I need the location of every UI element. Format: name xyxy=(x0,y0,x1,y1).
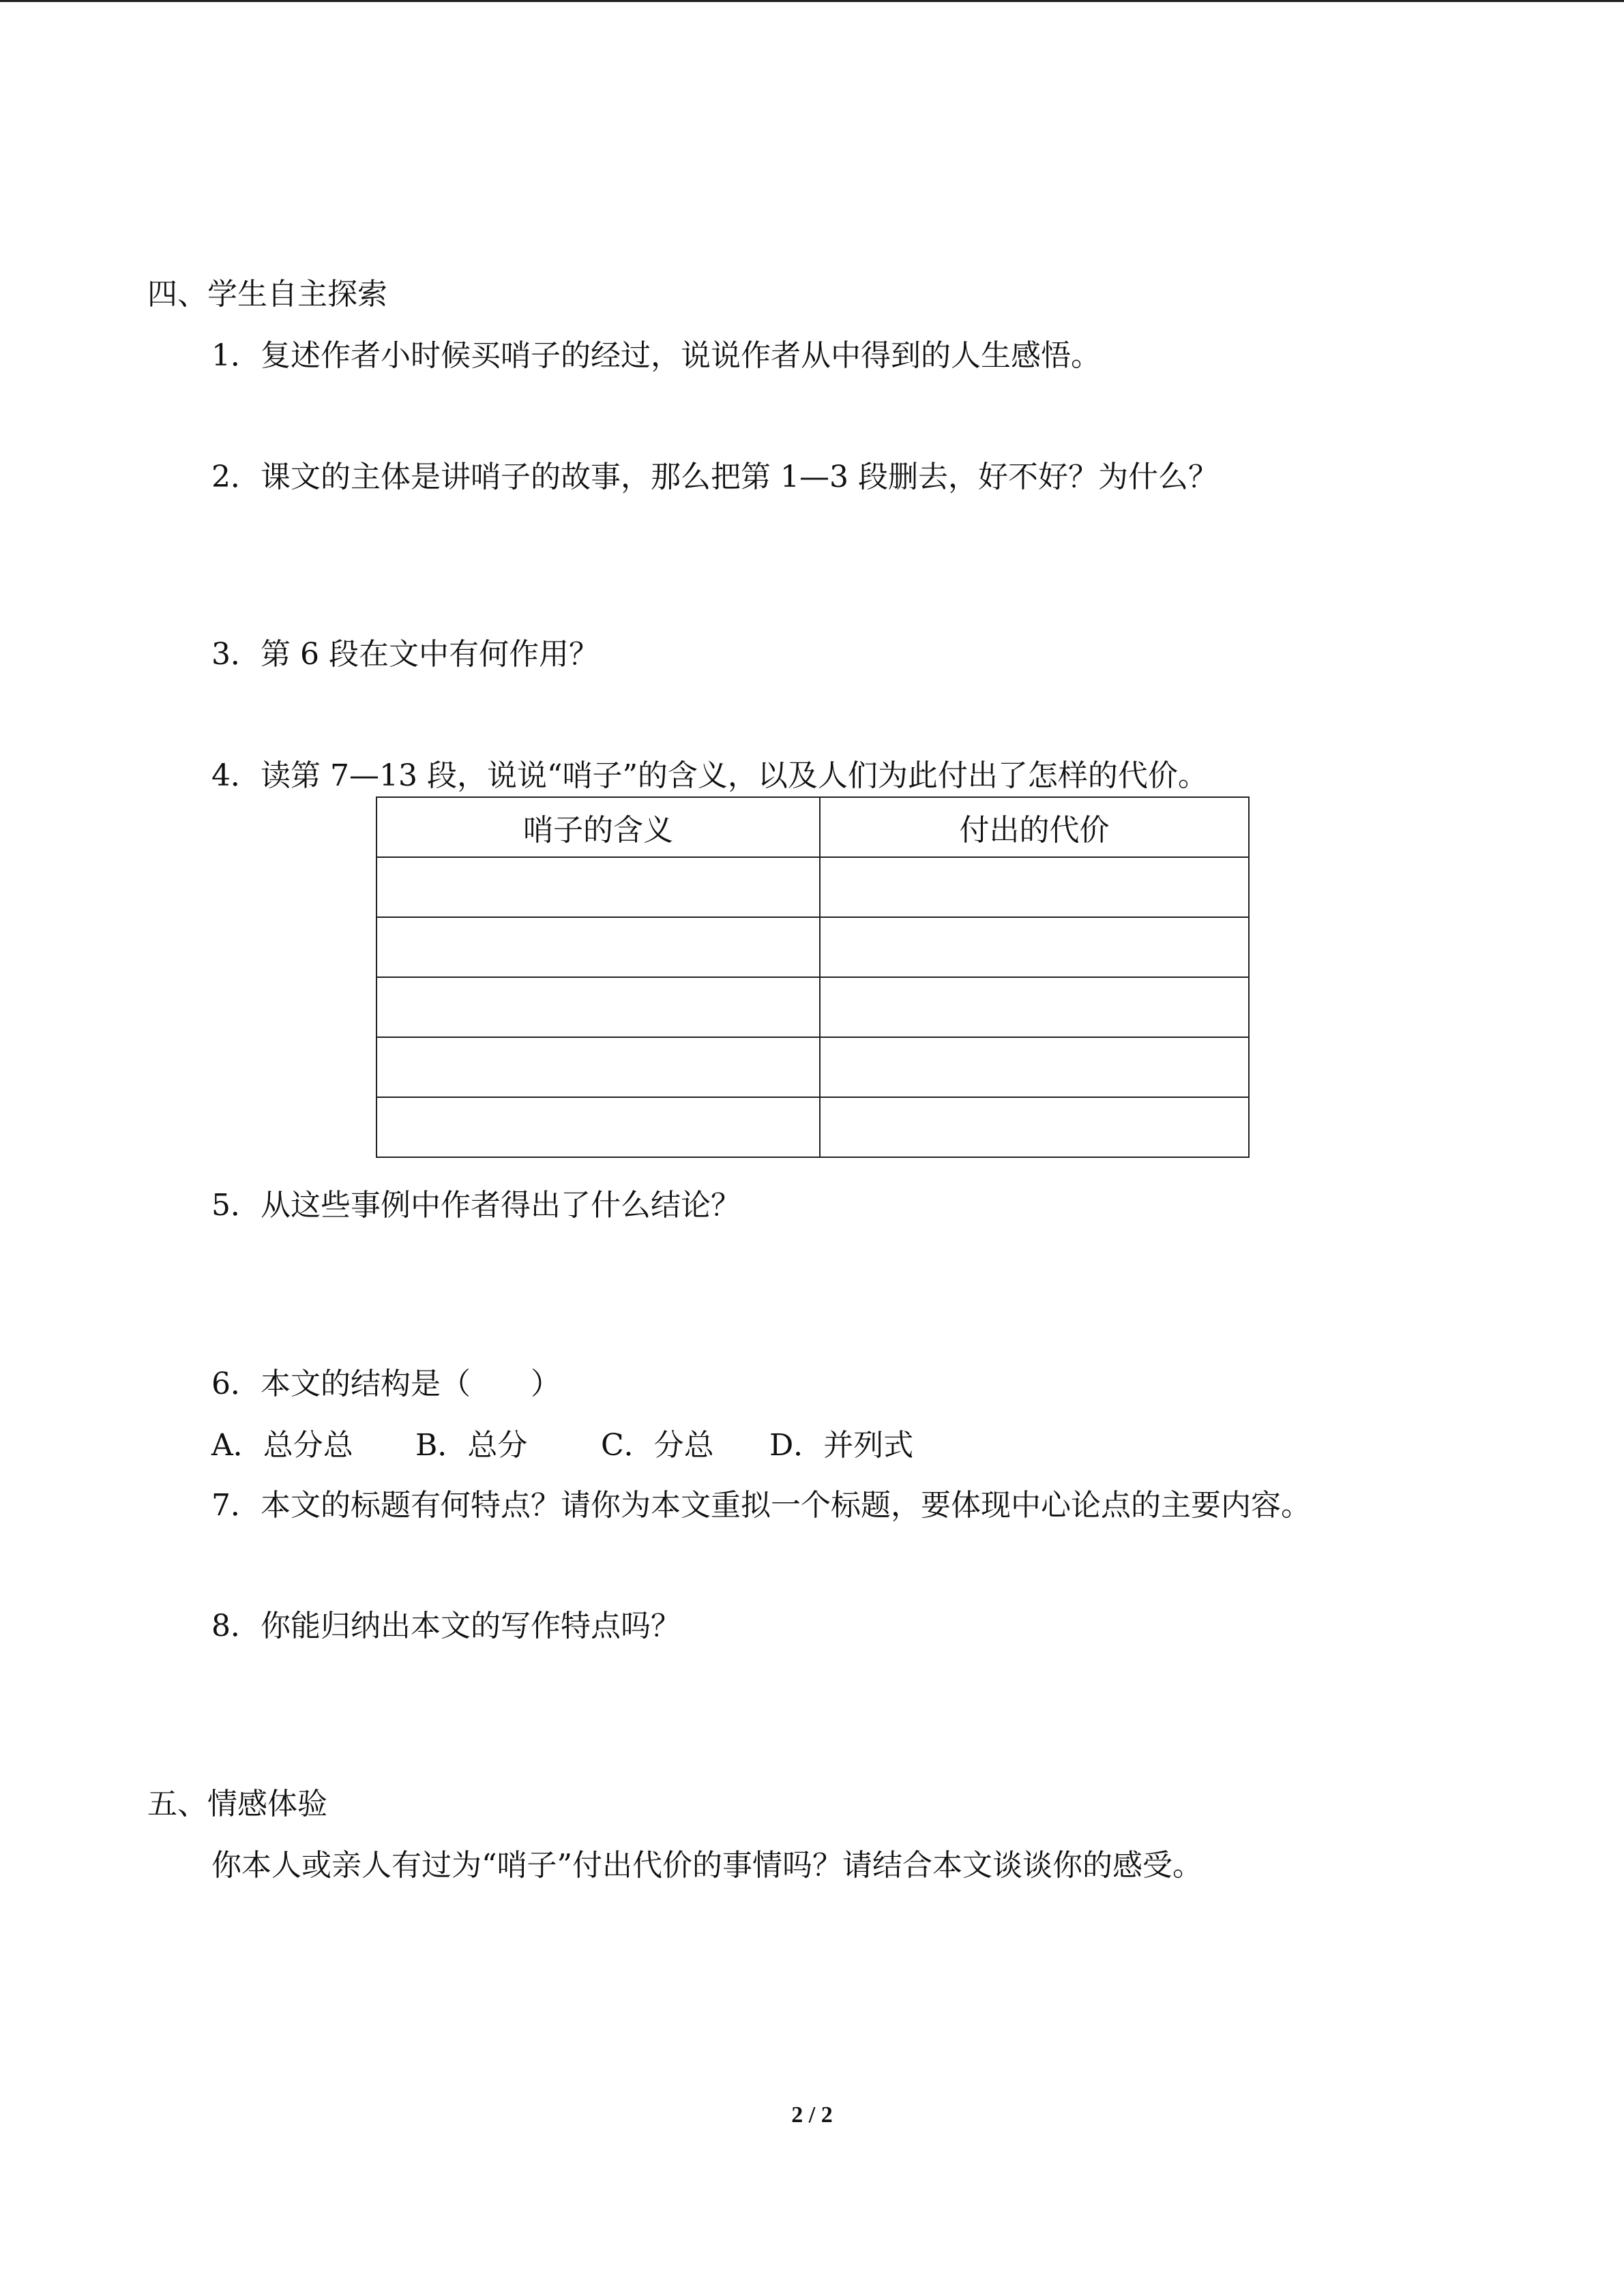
section-4-title: 四、学生自主探索 xyxy=(147,277,387,312)
table-cell[interactable] xyxy=(377,917,820,977)
table-cell[interactable] xyxy=(377,1037,820,1097)
table-row xyxy=(377,1097,1249,1157)
table-row xyxy=(377,1037,1249,1097)
table-cell[interactable] xyxy=(820,917,1249,977)
option-d: D．并列式 xyxy=(769,1428,914,1463)
question-4: 4．读第 7—13 段，说说“哨子”的含义，以及人们为此付出了怎样的代价。 xyxy=(211,758,1208,793)
table-cell[interactable] xyxy=(820,977,1249,1037)
section-5-title: 五、情感体验 xyxy=(147,1787,327,1821)
table-header-cost: 付出的代价 xyxy=(820,797,1249,857)
option-c: C．分总 xyxy=(601,1428,714,1463)
top-border xyxy=(0,0,1624,2)
table-cell[interactable] xyxy=(820,1097,1249,1157)
question-2: 2．课文的主体是讲哨子的故事，那么把第 1—3 段删去，好不好？为什么？ xyxy=(211,460,1218,494)
table-row xyxy=(377,917,1249,977)
question-7: 7．本文的标题有何特点？请你为本文重拟一个标题，要体现中心论点的主要内容。 xyxy=(211,1488,1311,1523)
page-number: 2 / 2 xyxy=(791,2102,833,2128)
question-6-options xyxy=(211,1427,913,1465)
option-a: A．总分总 xyxy=(211,1428,353,1463)
table-cell[interactable] xyxy=(820,857,1249,917)
table-cell[interactable] xyxy=(377,857,820,917)
question-8: 8．你能归纳出本文的写作特点吗？ xyxy=(211,1609,681,1643)
section-5-prompt: 你本人或亲人有过为“哨子”付出代价的事情吗？请结合本文谈谈你的感受。 xyxy=(211,1848,1202,1883)
table-cell[interactable] xyxy=(377,1097,820,1157)
question-5: 5．从这些事例中作者得出了什么结论？ xyxy=(211,1188,741,1223)
answer-table xyxy=(376,796,1250,1158)
question-6: 6．本文的结构是（ ） xyxy=(211,1367,561,1401)
table-row xyxy=(377,977,1249,1037)
table-header-row xyxy=(377,797,1249,857)
question-1: 1．复述作者小时候买哨子的经过，说说作者从中得到的人生感悟。 xyxy=(211,338,1101,373)
table-cell[interactable] xyxy=(377,977,820,1037)
table-row xyxy=(377,857,1249,917)
table-header-meaning: 哨子的含义 xyxy=(377,797,820,857)
option-b: B．总分 xyxy=(415,1428,528,1463)
question-3: 3．第 6 段在文中有何作用？ xyxy=(211,637,599,672)
table-cell[interactable] xyxy=(820,1037,1249,1097)
